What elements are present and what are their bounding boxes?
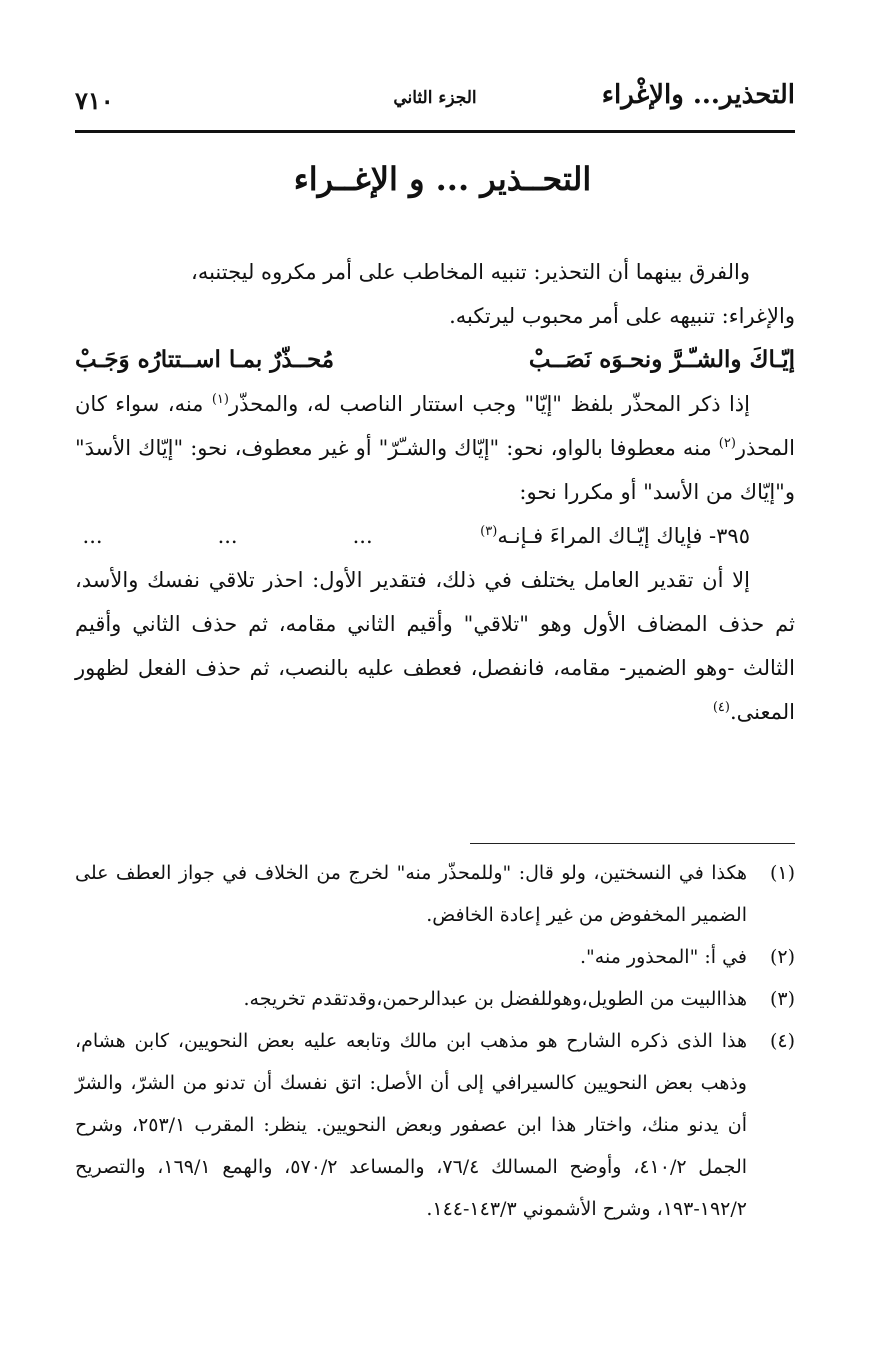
footnote-number: (٤) [769, 1030, 795, 1052]
page-number: ٧١٠ [75, 86, 114, 115]
chapter-title: التحــذير ... و الإغــراء [293, 160, 592, 198]
footnote-text: هذا الذى ذكره الشارح هو مذهب ابن مالك وتابعه عليه بعض النحويين، كابن هشام، وذهب بعض النحويين كالسيرافي إلى أن الأصل: اتق نفسك أن تدنو من الشرّ، والشرّ أن يدنو منك، واختار هذا ابن عصفور وبعض النحويين. ينظر: المقرب ٢٥٣/١، وشرح الجمل ٤١٠/٢، وأوضح المسالك ٧٦/٤، والمساعد ٥٧٠/٢، والهمع ١٦٩/١، والتصريح ١٩٢/٢-١٩٣، وشرح الأشموني ١٤٣/٣-١٤٤. [75, 1030, 748, 1220]
footnote-ref-3[interactable]: (٣) [480, 524, 498, 539]
footnote-separator [470, 843, 795, 844]
intro-line-2: والإغراء: تنبيهه على أمر محبوب ليرتكبه. [449, 304, 795, 328]
commentary-text: إذا ذكر المحذّر بلفظ "إيّا" وجب استتار الناصب له، والمحذّر [228, 392, 750, 416]
main-text [75, 250, 795, 734]
part-label: الجزء الثاني [393, 88, 477, 108]
verse-first-hemistich: إيّـاكَ والشـّـرَّ ونحـوَه نَصَــبْ [528, 346, 795, 373]
commentary-text: منه معطوفا بالواو، نحو: "إيّاك والشـّرّ" أو غير معطوف، نحو: "إيّاك الأسدَ" و"إيّاك من الأسد" أو مكررا نحو: [75, 436, 795, 504]
commentary-paragraph-1 [75, 382, 795, 514]
footnote-ref-2[interactable]: (٢) [718, 436, 736, 451]
intro-line-1: والفرق بينهما أن التحذير: تنبيه المخاطب على أمر مكروه ليجتنبه، [191, 260, 750, 284]
poem-line [75, 514, 795, 558]
footnote-number: (٣) [769, 988, 795, 1010]
commentary-text: منه، سواء كان المحذر [75, 392, 795, 460]
footnote-text: في أ: "المحذور منه". [580, 946, 747, 968]
commentary-text: إلا أن تقدير العامل يختلف في ذلك، فتقدير الأول: احذر تلاقي نفسك والأسد، ثم حذف المضاف الأول وهو "تلاقي" وأقيم الثاني مقامه، ثم حذف الثاني وأقيم الثالث -وهو الضمير- مقامه، فانفصل، فعطف عليه بالنصب، ثم حذف الفعل لظهور المعنى. [75, 568, 795, 724]
commentary-paragraph-2 [75, 558, 795, 734]
footnote-text: هذاالبيت من الطويل،وهوللفضل بن عبدالرحمن،وقدتقدم تخريجه. [243, 988, 747, 1010]
header-rule [75, 130, 795, 133]
footnote-number: (١) [769, 862, 795, 884]
footnote-2 [75, 936, 795, 978]
footnote-text: هكذا في النسختين، ولو قال: "وللمحذّر منه" لخرج من الخلاف في جواز العطف على الضمير المخفوض من غير إعادة الخافض. [75, 862, 747, 926]
footnote-4 [75, 1020, 795, 1230]
footnote-number: (٢) [769, 946, 795, 968]
running-header [75, 78, 795, 123]
ellipsis: ... [352, 524, 373, 548]
ellipsis: ... [82, 524, 103, 548]
poem-text [480, 514, 795, 558]
footnote-ref-1[interactable]: (١) [211, 392, 229, 407]
verse-second-hemistich: مُحــذّرٌ بمـا اســتتارُه وَجَـبْ [75, 346, 335, 373]
footnote-3 [75, 978, 795, 1020]
poem-verse: ٣٩٥- فإياك إيّـاك المراءَ فـإنـه [497, 524, 750, 548]
ellipsis: ... [217, 524, 238, 548]
footnote-ref-4[interactable]: (٤) [712, 700, 730, 715]
verse [75, 338, 795, 382]
footnotes [75, 852, 795, 1230]
footnote-1 [75, 852, 795, 936]
running-title: التحذير... والإغْراء [601, 80, 795, 110]
